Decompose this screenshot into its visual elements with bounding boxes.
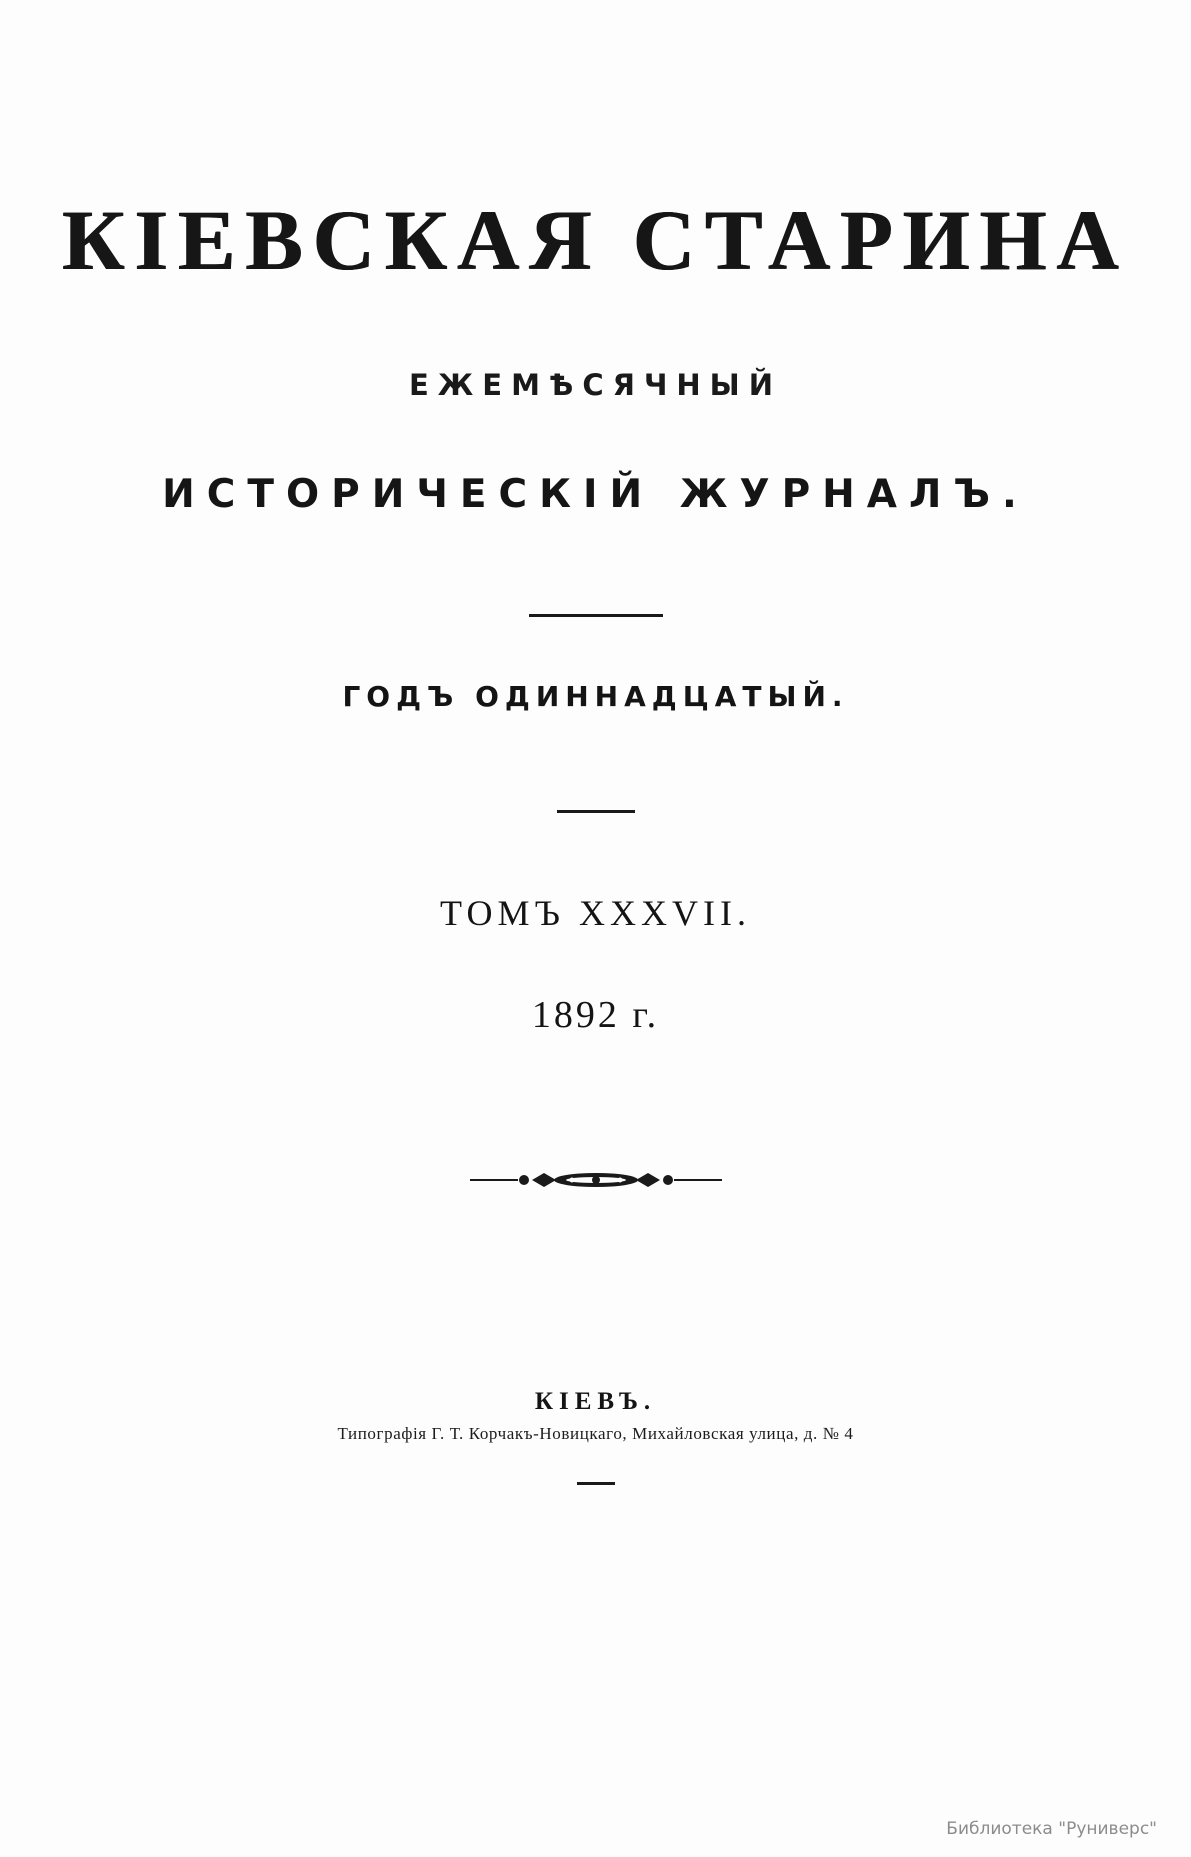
divider-bar <box>557 810 635 813</box>
page-title: КІЕВСКАЯ СТАРИНА <box>62 192 1129 288</box>
publication-city: КІЕВЪ. <box>534 1388 657 1415</box>
subtitle-periodicity: ЕЖЕМѢСЯЧНЫЙ <box>409 368 782 402</box>
divider-rule-middle <box>0 800 1191 818</box>
subtitle-journal-type: ИСТОРИЧЕСКІЙ ЖУРНАЛЪ. <box>162 472 1029 517</box>
divider-rule-bottom <box>0 1472 1191 1490</box>
publication-date: 1892 г. <box>531 994 660 1036</box>
year-of-publication: ГОДЪ ОДИННАДЦАТЫЙ. <box>342 680 849 713</box>
volume-number: ТОМЪ XXXVII. <box>440 893 751 933</box>
printer-imprint: Типографія Г. Т. Корчакъ-Новицкаго, Михайловская улица, д. № 4 <box>337 1424 854 1443</box>
divider-bar <box>577 1482 615 1485</box>
library-watermark: Библиотека "Руниверс" <box>946 1819 1157 1839</box>
ornament-icon <box>0 1168 1191 1198</box>
divider-bar <box>529 614 663 617</box>
